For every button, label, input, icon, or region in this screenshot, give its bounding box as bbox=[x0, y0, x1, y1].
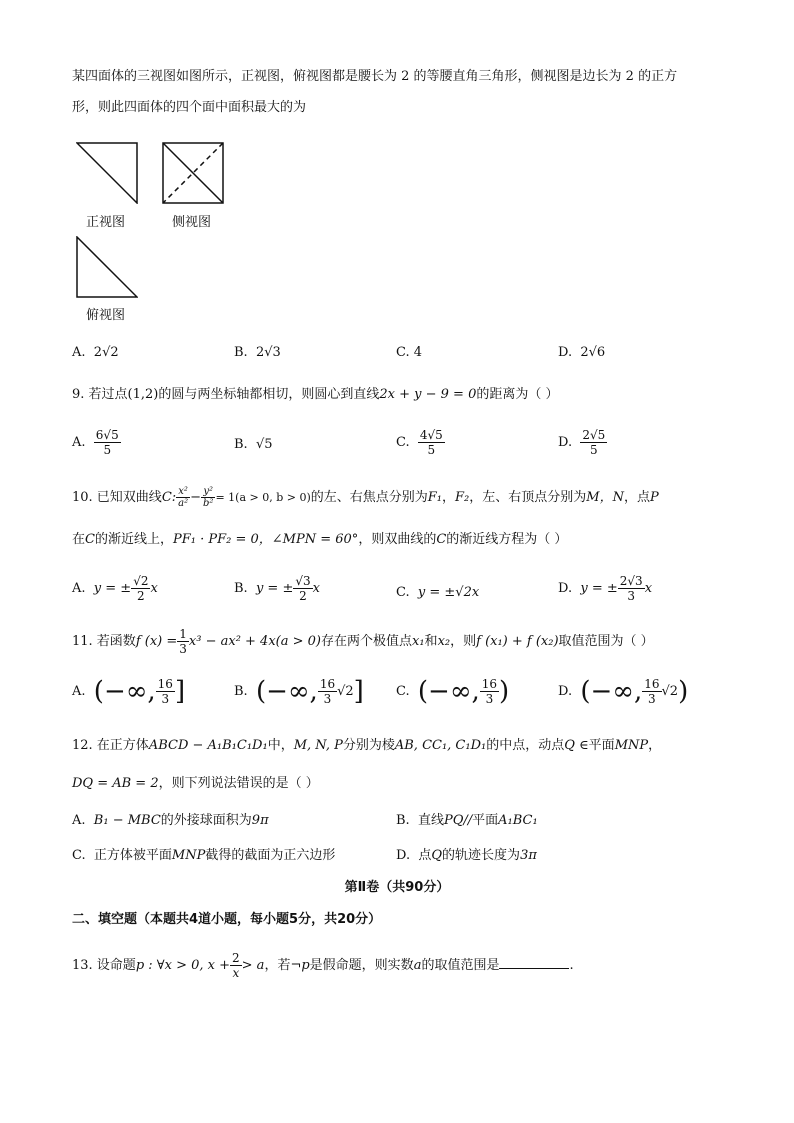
numerator: 2√3 bbox=[619, 574, 643, 588]
stem-text: 和 bbox=[424, 634, 438, 649]
sum-expression: f (x₁) + f (x₂) bbox=[476, 634, 559, 649]
q11-option-c bbox=[396, 677, 509, 706]
numerator: 1 bbox=[179, 627, 187, 641]
q8-stem-line2: 形，则此四面体的四个面中面积最大的为 bbox=[72, 100, 307, 115]
stem-text: 12. 在正方体 bbox=[72, 738, 149, 753]
q10-option-a bbox=[72, 574, 158, 603]
side-view-caption: 侧视图 bbox=[172, 215, 212, 230]
option-suffix: x bbox=[644, 581, 653, 596]
stem-text: 在 bbox=[72, 532, 86, 547]
denominator: 3 bbox=[161, 692, 170, 706]
option-letter: A. bbox=[72, 684, 86, 699]
line-name: PQ// bbox=[443, 813, 473, 828]
stem-text: 存在两个极值点 bbox=[320, 634, 412, 649]
q9-option-a bbox=[72, 428, 121, 457]
q10-option-c bbox=[396, 584, 479, 602]
proposition: p : ∀x > 0, x + bbox=[135, 958, 231, 973]
radical: √2 bbox=[337, 684, 354, 699]
denominator: 3 bbox=[627, 589, 636, 603]
q13-stem bbox=[72, 951, 574, 980]
operator: − bbox=[190, 490, 202, 505]
stem-text: ，则双曲线的 bbox=[358, 532, 437, 547]
section-heading: 二、填空题（本题共4道小题，每小题5分，共20分） bbox=[72, 912, 382, 927]
function-name: f (x) = bbox=[135, 634, 178, 649]
separator: ， bbox=[648, 738, 662, 753]
numerator: x² bbox=[176, 486, 190, 498]
interval-left: (−∞, bbox=[93, 676, 156, 707]
dot-product: PF₁ · PF₂ = 0 bbox=[172, 532, 259, 547]
option-letter: A. bbox=[72, 345, 86, 360]
option-prefix: y = ± bbox=[580, 581, 618, 596]
curve-name: C bbox=[85, 532, 95, 547]
option-suffix: x bbox=[150, 581, 158, 596]
stem-text: 平面 bbox=[588, 738, 615, 753]
denominator: a² bbox=[178, 498, 189, 509]
focus-f1: F₁ bbox=[427, 490, 443, 505]
option-value: 2√3 bbox=[255, 345, 281, 360]
stem-text: 的左、右焦点分别为 bbox=[310, 490, 428, 505]
top-view-caption: 俯视图 bbox=[86, 308, 126, 323]
q11-option-a bbox=[72, 677, 185, 706]
edges: AB, CC₁, C₁D₁ bbox=[394, 738, 487, 753]
function-body: x³ − ax² + 4x(a > 0) bbox=[188, 634, 321, 649]
stem-text: 的取值范围是 bbox=[421, 958, 500, 973]
q8-option-b bbox=[234, 344, 281, 362]
stem-text: ，则 bbox=[450, 634, 477, 649]
interval-right: ) bbox=[499, 676, 510, 707]
stem-text: 10. 已知双曲线 bbox=[72, 490, 162, 505]
fraction bbox=[293, 574, 312, 603]
q8-option-d bbox=[558, 344, 605, 362]
stem-text: 是假命题，则实数 bbox=[309, 958, 414, 973]
denominator: 5 bbox=[590, 443, 598, 457]
fraction bbox=[201, 486, 215, 509]
fraction bbox=[642, 677, 661, 706]
numerator: 16 bbox=[481, 677, 498, 691]
point-q: Q ∈ bbox=[564, 738, 589, 753]
variable-a: a bbox=[413, 958, 422, 973]
stem-text: 的距离为（ ） bbox=[476, 387, 559, 402]
option-text: 截得的截面为正六边形 bbox=[205, 848, 336, 863]
option-letter: A. bbox=[72, 581, 86, 596]
extreme-point: x₂ bbox=[437, 634, 451, 649]
fraction bbox=[131, 574, 150, 603]
q8-option-a bbox=[72, 344, 119, 362]
q10-option-b bbox=[234, 574, 320, 603]
stem-text: 的渐近线方程为（ ） bbox=[446, 532, 568, 547]
comparison: > a bbox=[241, 958, 265, 973]
fraction bbox=[230, 951, 242, 980]
stem-text: 分别为棱 bbox=[342, 738, 395, 753]
fraction bbox=[156, 677, 175, 706]
q12-stem-line1 bbox=[72, 737, 661, 755]
condition: = 1(a > 0, b > 0) bbox=[215, 491, 311, 504]
point-q: Q bbox=[431, 848, 443, 863]
option-value: 2√2 bbox=[93, 345, 119, 360]
point-p: P bbox=[649, 490, 659, 505]
option-letter: A. bbox=[72, 813, 86, 828]
option-text: 正方体被平面 bbox=[93, 848, 172, 863]
numerator: 16 bbox=[157, 677, 173, 691]
q9-option-b bbox=[234, 436, 273, 454]
top-view-figure bbox=[76, 236, 138, 298]
stem-text: 的圆与两坐标轴都相切，则圆心到直线 bbox=[158, 387, 380, 402]
fraction bbox=[318, 677, 337, 706]
fraction bbox=[176, 486, 190, 509]
front-view-figure bbox=[76, 142, 138, 204]
front-view-caption: 正视图 bbox=[86, 215, 126, 230]
pyramid-name: B₁ − MBC bbox=[93, 813, 161, 828]
cube-name: ABCD − A₁B₁C₁D₁ bbox=[148, 738, 268, 753]
denominator: 2 bbox=[137, 589, 145, 603]
denominator: 5 bbox=[427, 443, 436, 457]
numerator: 16 bbox=[644, 677, 660, 691]
option-letter: C. bbox=[396, 684, 410, 699]
line-equation: 2x + y − 9 = 0 bbox=[379, 387, 477, 402]
period: . bbox=[569, 958, 574, 973]
interval-right: ) bbox=[678, 676, 689, 707]
fraction bbox=[618, 574, 645, 603]
q12-option-a bbox=[72, 812, 269, 830]
plane-name: A₁BC₁ bbox=[498, 813, 538, 828]
denominator: 3 bbox=[323, 692, 332, 706]
option-letter: B. bbox=[234, 684, 248, 699]
numerator: √2 bbox=[133, 574, 149, 588]
plane-name: MNP bbox=[614, 738, 649, 753]
stem-text: 的渐近线上， bbox=[94, 532, 173, 547]
option-letter: C. bbox=[396, 585, 410, 600]
numerator: y² bbox=[201, 486, 215, 498]
vertices: M，N bbox=[586, 490, 624, 505]
numerator: 4√5 bbox=[419, 428, 443, 442]
denominator: x bbox=[232, 966, 240, 980]
option-letter: D. bbox=[396, 848, 411, 863]
option-letter: B. bbox=[234, 581, 248, 596]
denominator: 3 bbox=[648, 692, 656, 706]
option-value: y = ±√2x bbox=[417, 585, 480, 600]
q10-stem-line2 bbox=[72, 531, 567, 549]
option-prefix: y = ± bbox=[93, 581, 132, 596]
interval-right: ] bbox=[353, 676, 364, 707]
interval-left: (−∞, bbox=[255, 676, 318, 707]
option-prefix: y = ± bbox=[255, 581, 294, 596]
q9-option-d bbox=[558, 428, 607, 457]
angle: ，∠MPN = 60° bbox=[258, 532, 359, 547]
option-letter: C. bbox=[396, 435, 410, 450]
q12-option-c bbox=[72, 847, 335, 865]
q12-option-d bbox=[396, 847, 537, 865]
q11-option-d bbox=[558, 677, 688, 706]
fraction bbox=[418, 428, 445, 457]
curve-name: C: bbox=[161, 490, 177, 505]
q8-stem-line1: 某四面体的三视图如图所示，正视图，俯视图都是腰长为 2 的等腰直角三角形，侧视图是边长为 2 的正方 bbox=[72, 69, 678, 84]
section-title: 第Ⅱ卷（共90分） bbox=[344, 880, 450, 895]
option-value: √5 bbox=[255, 437, 273, 452]
option-letter: A. bbox=[72, 435, 86, 450]
stem-text: ，则下列说法错误的是（ ） bbox=[158, 776, 319, 791]
fraction bbox=[94, 428, 121, 457]
points: M, N, P bbox=[293, 738, 343, 753]
option-text: 平面 bbox=[472, 813, 499, 828]
option-value: 3π bbox=[520, 848, 537, 863]
interval-left: (−∞, bbox=[580, 676, 643, 707]
numerator: 16 bbox=[319, 677, 336, 691]
separator: ， bbox=[442, 490, 456, 505]
q9-option-c bbox=[396, 428, 445, 457]
option-suffix: x bbox=[312, 581, 320, 596]
option-letter: D. bbox=[558, 581, 573, 596]
stem-text: ，若 bbox=[264, 958, 291, 973]
denominator: 3 bbox=[179, 642, 187, 656]
stem-text: 9. 若过点 bbox=[72, 387, 128, 402]
answer-blank[interactable] bbox=[499, 956, 569, 969]
q10-option-d bbox=[558, 574, 652, 603]
numerator: 2 bbox=[232, 951, 240, 965]
stem-text: ，左、右顶点分别为 bbox=[469, 490, 587, 505]
numerator: √3 bbox=[295, 574, 311, 588]
length-condition: DQ = AB = 2 bbox=[72, 776, 159, 791]
option-letter: D. bbox=[558, 684, 573, 699]
plane-name: MNP bbox=[171, 848, 206, 863]
side-view-figure bbox=[162, 142, 224, 204]
option-letter: D. bbox=[558, 435, 573, 450]
fraction bbox=[580, 428, 607, 457]
option-letter: D. bbox=[558, 345, 573, 360]
option-letter: B. bbox=[396, 813, 410, 828]
q8-option-c: C. 4 bbox=[396, 345, 423, 360]
fraction bbox=[177, 627, 189, 656]
option-letter: B. bbox=[234, 437, 248, 452]
q12-stem-line2 bbox=[72, 775, 319, 793]
stem-text: 中， bbox=[267, 738, 294, 753]
denominator: 3 bbox=[485, 692, 494, 706]
q9-stem bbox=[72, 386, 559, 404]
point: (1,2) bbox=[127, 387, 159, 402]
stem-text: 11. 若函数 bbox=[72, 634, 136, 649]
curve-name: C bbox=[436, 532, 447, 547]
negation: ¬p bbox=[290, 958, 310, 973]
option-letter: C. bbox=[72, 848, 86, 863]
q10-stem-line1 bbox=[72, 486, 659, 509]
q11-stem bbox=[72, 627, 654, 656]
q11-option-b bbox=[234, 677, 364, 706]
numerator: 2√5 bbox=[582, 428, 606, 442]
option-letter: B. bbox=[234, 345, 248, 360]
option-value: 2√6 bbox=[580, 345, 606, 360]
q12-option-b bbox=[396, 812, 538, 830]
radical: √2 bbox=[661, 684, 679, 699]
option-value: 9π bbox=[251, 813, 269, 828]
denominator: b² bbox=[203, 498, 214, 509]
option-text: 的外接球面积为 bbox=[160, 813, 252, 828]
numerator: 6√5 bbox=[95, 428, 119, 442]
stem-text: 13. 设命题 bbox=[72, 958, 136, 973]
option-text: 的轨迹长度为 bbox=[442, 848, 521, 863]
option-text: 直线 bbox=[417, 813, 444, 828]
interval-left: (−∞, bbox=[417, 676, 480, 707]
extreme-point: x₁ bbox=[412, 634, 425, 649]
denominator: 2 bbox=[299, 589, 307, 603]
focus-f2: F₂ bbox=[455, 490, 470, 505]
fraction bbox=[480, 677, 499, 706]
option-text: 点 bbox=[418, 848, 432, 863]
interval-right: ] bbox=[174, 676, 186, 707]
stem-text: ，点 bbox=[623, 490, 650, 505]
stem-text: 取值范围为（ ） bbox=[558, 634, 654, 649]
stem-text: 的中点，动点 bbox=[486, 738, 565, 753]
denominator: 5 bbox=[103, 443, 112, 457]
